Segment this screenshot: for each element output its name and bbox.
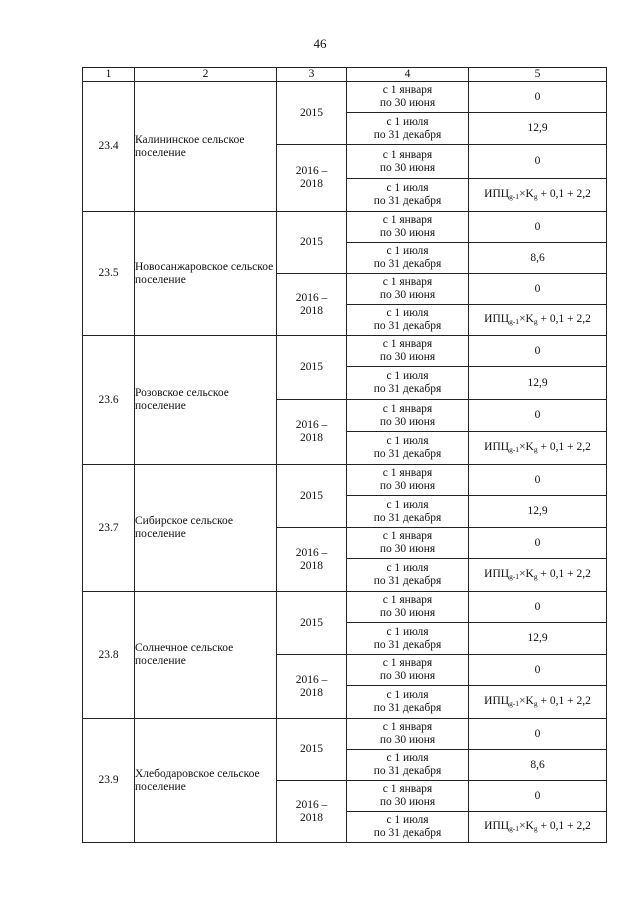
- settlement-name: Сибирское сельское поселение: [135, 465, 277, 592]
- year-line: 2018: [300, 686, 323, 699]
- formula-cell: $ИПЦ_{g-1}\times K_g + 0,1 + 2,2$: [469, 179, 607, 212]
- period-from: с 1 июля: [386, 625, 429, 638]
- period-to: по 30 июня: [379, 351, 436, 363]
- value-cell: 0: [469, 465, 607, 496]
- period-from: с 1 июля: [386, 435, 429, 447]
- value-cell: 12,9: [469, 367, 607, 400]
- header-cell: 1: [83, 68, 135, 82]
- year-line: 2016 –: [295, 546, 328, 559]
- period-to: по 30 июня: [379, 227, 436, 239]
- row-number: 23.8: [83, 592, 135, 719]
- period-cell: [347, 179, 469, 212]
- period-cell: [347, 781, 469, 812]
- period-to: по 31 декабря: [373, 128, 442, 141]
- period-from: с 1 июля: [386, 307, 429, 319]
- formula-subscript: g: [533, 571, 538, 581]
- year-cell: 2015: [277, 719, 347, 781]
- formula-cell: $ИПЦ_{g-1}\times K_g + 0,1 + 2,2$: [469, 812, 607, 843]
- period-to: по 30 июня: [379, 670, 436, 682]
- period-to: по 30 июня: [379, 607, 436, 619]
- period-cell: [347, 274, 469, 305]
- period-to: по 30 июня: [379, 289, 436, 301]
- value-cell: 0: [469, 592, 607, 623]
- period-cell: [347, 432, 469, 465]
- value-cell: 0: [469, 145, 607, 179]
- period-cell: [347, 465, 469, 496]
- period-cell: [347, 336, 469, 367]
- table-row: [83, 336, 607, 367]
- period-cell: [347, 812, 469, 843]
- period-from: с 1 июля: [386, 498, 429, 511]
- settlement-name: Калининское сельское поселение: [135, 82, 277, 212]
- year-cell: [277, 528, 347, 592]
- formula-cell: $ИПЦ_{g-1}\times K_g + 0,1 + 2,2$: [469, 432, 607, 465]
- period-to: по 31 декабря: [373, 765, 442, 777]
- year-line: 2018: [300, 811, 323, 824]
- period-cell: [347, 496, 469, 528]
- formula-subscript: g-1: [509, 698, 520, 708]
- year-line: 2018: [300, 559, 323, 572]
- year-cell: 2015: [277, 592, 347, 655]
- period-from: с 1 января: [382, 214, 433, 226]
- formula-subscript: g: [533, 444, 538, 454]
- row-number: 23.6: [83, 336, 135, 465]
- year-cell: [277, 145, 347, 212]
- period-to: по 31 декабря: [373, 448, 442, 460]
- value-cell: 8,6: [469, 243, 607, 274]
- year-cell: [277, 400, 347, 465]
- period-from: с 1 января: [382, 530, 433, 542]
- value-cell: 8,6: [469, 750, 607, 781]
- period-to: по 31 декабря: [373, 511, 442, 524]
- period-from: с 1 июля: [386, 752, 429, 764]
- value-cell: 0: [469, 655, 607, 686]
- year-cell: [277, 274, 347, 336]
- year-cell: 2015: [277, 82, 347, 145]
- value-cell: 12,9: [469, 623, 607, 655]
- value-cell: 0: [469, 274, 607, 305]
- period-cell: [347, 623, 469, 655]
- period-from: с 1 января: [382, 402, 433, 415]
- table-row: [83, 212, 607, 243]
- table-row: [83, 592, 607, 623]
- value-cell: 0: [469, 212, 607, 243]
- period-cell: [347, 686, 469, 719]
- row-number: 23.7: [83, 465, 135, 592]
- formula-subscript: g-1: [509, 571, 520, 581]
- year-line: 2018: [300, 432, 323, 444]
- period-cell: [347, 719, 469, 750]
- period-from: с 1 июля: [386, 245, 429, 257]
- period-to: по 31 декабря: [373, 702, 442, 714]
- settlement-name: Новосанжаровское сельское поселение: [135, 212, 277, 336]
- formula-subscript: g: [533, 698, 538, 708]
- value-cell: 0: [469, 400, 607, 432]
- period-to: по 31 декабря: [373, 383, 442, 395]
- period-from: с 1 января: [382, 84, 433, 96]
- period-from: с 1 июля: [386, 562, 429, 574]
- period-cell: [347, 113, 469, 145]
- period-cell: [347, 212, 469, 243]
- year-line: 2016 –: [295, 165, 328, 177]
- row-number: 23.5: [83, 212, 135, 336]
- settlement-name: Хлебодаровское сельское поселение: [135, 719, 277, 843]
- formula-subscript: g-1: [509, 316, 520, 326]
- period-to: по 30 июня: [379, 97, 436, 109]
- year-line: 2018: [300, 304, 323, 317]
- formula-subscript: g-1: [509, 191, 520, 201]
- period-from: с 1 июля: [386, 115, 429, 128]
- formula-subscript: g-1: [509, 444, 520, 454]
- period-from: с 1 января: [382, 721, 433, 733]
- period-to: по 30 июня: [379, 161, 436, 174]
- formula-cell: $ИПЦ_{g-1}\times K_g + 0,1 + 2,2$: [469, 559, 607, 592]
- page-number: 46: [313, 36, 327, 51]
- period-cell: [347, 559, 469, 592]
- period-to: по 30 июня: [379, 796, 436, 808]
- year-line: 2018: [300, 178, 323, 190]
- value-cell: 0: [469, 528, 607, 559]
- value-cell: 0: [469, 781, 607, 812]
- year-cell: [277, 655, 347, 719]
- period-cell: [347, 145, 469, 179]
- year-cell: [277, 781, 347, 843]
- value-cell: 12,9: [469, 496, 607, 528]
- year-line: 2016 –: [295, 419, 328, 431]
- year-line: 2016 –: [295, 798, 328, 811]
- period-cell: [347, 82, 469, 113]
- period-to: по 30 июня: [379, 734, 436, 746]
- period-to: по 31 декабря: [373, 320, 442, 332]
- year-line: 2016 –: [295, 291, 328, 304]
- formula-subscript: g-1: [509, 823, 520, 833]
- tariff-table: [82, 67, 607, 843]
- period-from: с 1 января: [382, 148, 433, 161]
- period-to: по 30 июня: [379, 543, 436, 555]
- table-row: [83, 719, 607, 750]
- period-from: с 1 января: [382, 594, 433, 606]
- period-from: с 1 января: [382, 467, 433, 479]
- header-row: [83, 68, 607, 82]
- period-cell: [347, 750, 469, 781]
- period-to: по 31 декабря: [373, 638, 442, 651]
- year-line: 2016 –: [295, 673, 328, 686]
- year-cell: 2015: [277, 465, 347, 528]
- settlement-name: Розовское сельское поселение: [135, 336, 277, 465]
- period-to: по 31 декабря: [373, 575, 442, 587]
- period-to: по 31 декабря: [373, 827, 442, 839]
- value-cell: 0: [469, 82, 607, 113]
- period-from: с 1 января: [382, 783, 433, 795]
- year-cell: 2015: [277, 212, 347, 274]
- header-cell: 4: [347, 68, 469, 82]
- period-from: с 1 июля: [386, 182, 429, 194]
- period-from: с 1 января: [382, 338, 433, 350]
- period-from: с 1 июля: [386, 689, 429, 701]
- formula-cell: $ИПЦ_{g-1}\times K_g + 0,1 + 2,2$: [469, 305, 607, 336]
- period-cell: [347, 243, 469, 274]
- period-from: с 1 января: [382, 276, 433, 288]
- period-from: с 1 июля: [386, 814, 429, 826]
- year-cell: 2015: [277, 336, 347, 400]
- period-cell: [347, 655, 469, 686]
- formula-subscript: g: [533, 316, 538, 326]
- row-number: 23.9: [83, 719, 135, 843]
- period-cell: [347, 305, 469, 336]
- period-to: по 30 июня: [379, 480, 436, 492]
- header-cell: 5: [469, 68, 607, 82]
- period-cell: [347, 592, 469, 623]
- header-cell: 2: [135, 68, 277, 82]
- period-from: с 1 января: [382, 657, 433, 669]
- period-from: с 1 июля: [386, 370, 429, 382]
- value-cell: 0: [469, 719, 607, 750]
- formula-cell: $ИПЦ_{g-1}\times K_g + 0,1 + 2,2$: [469, 686, 607, 719]
- row-number: 23.4: [83, 82, 135, 212]
- value-cell: 12,9: [469, 113, 607, 145]
- value-cell: 0: [469, 336, 607, 367]
- table-row: [83, 82, 607, 113]
- header-cell: 3: [277, 68, 347, 82]
- settlement-name: Солнечное сельское поселение: [135, 592, 277, 719]
- formula-subscript: g: [533, 823, 538, 833]
- table-row: [83, 465, 607, 496]
- period-to: по 31 декабря: [373, 258, 442, 270]
- period-to: по 30 июня: [379, 415, 436, 428]
- period-cell: [347, 528, 469, 559]
- formula-subscript: g: [533, 191, 538, 201]
- period-cell: [347, 367, 469, 400]
- period-to: по 31 декабря: [373, 195, 442, 207]
- period-cell: [347, 400, 469, 432]
